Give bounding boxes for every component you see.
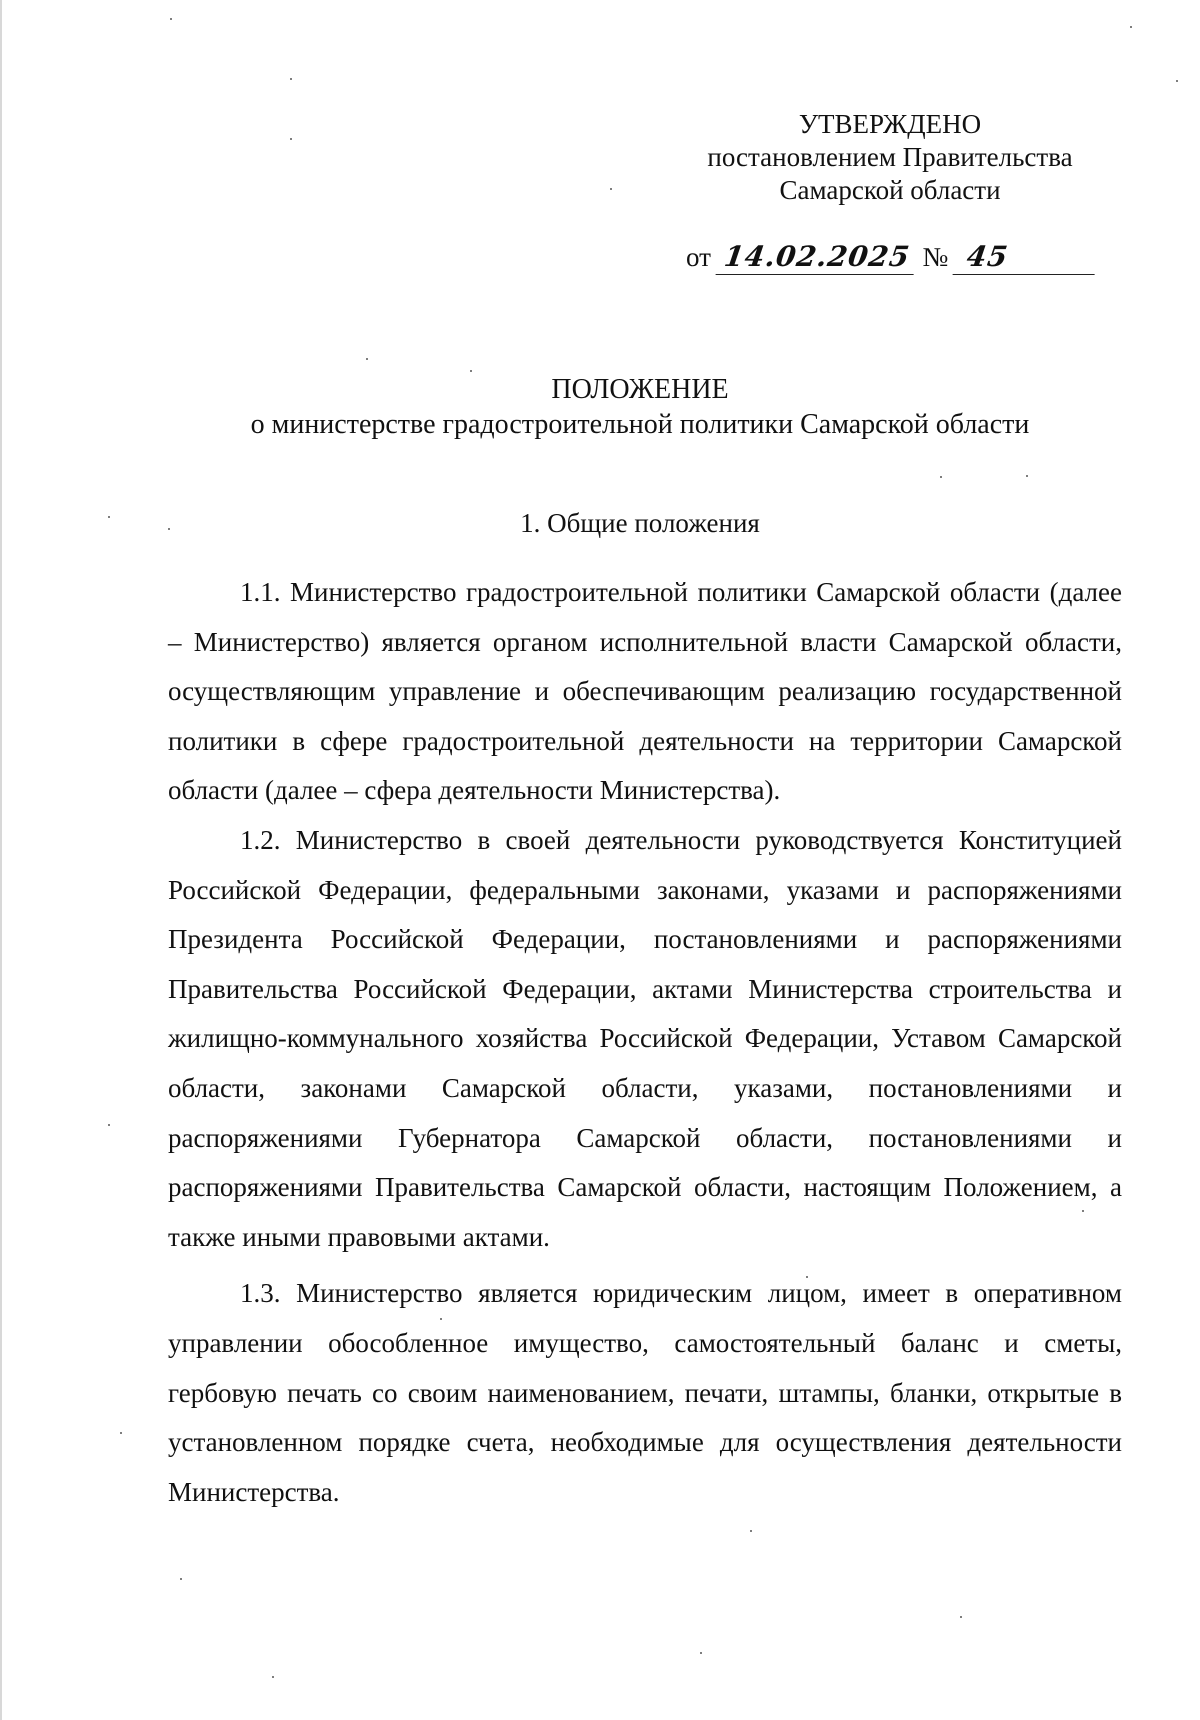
scan-speck xyxy=(1082,1210,1084,1212)
scan-speck xyxy=(1026,475,1028,477)
approval-block xyxy=(660,108,1120,207)
document-title: ПОЛОЖЕНИЕ xyxy=(551,374,729,405)
paragraph-1-2: 1.2. Министерство в своей деятельности руководствуется Конституцией Российской Федерации, федеральными законами, указами и распоряжениями Президента Российской Федерации, постановлениями и распоряжениями Правительства Российской Федерации, актами Министерства строительства и жилищно-коммунального хозяйства Российской Федерации, Уставом Самарской области, законами Самарской области, указами, постановлениями и распоряжениями Губернатора Самарской области, постановлениями и распоряжениями Правительства Самарской области, настоящим Положением, а также иными правовыми актами. xyxy=(168,824,1122,1252)
scan-speck xyxy=(120,1432,122,1434)
paragraph-1-1: 1.1. Министерство градостроительной политики Самарской области (далее – Министерство) является органом исполнительной власти Самарской области, осуществляющим управление и обеспечивающим реализацию государственной политики в сфере градостроительной деятельности на территории Самарской области (далее – сфера деятельности Министерства). xyxy=(168,577,1122,806)
scan-speck xyxy=(168,528,170,530)
scan-speck xyxy=(1130,26,1132,28)
scan-speck xyxy=(170,18,172,20)
scan-speck xyxy=(108,516,110,518)
approval-date-line xyxy=(686,240,1097,275)
approval-line-2: Самарской области xyxy=(779,175,1001,205)
scan-speck xyxy=(180,1578,182,1580)
paragraph-1-3: 1.3. Министерство является юридическим лицом, имеет в оперативном управлении обособленное имущество, самостоятельный баланс и сметы, гербовую печать со своим наименованием, печати, штампы, бланки, открытые в установленном порядке счета, необходимые для осуществления деятельности Министерства. xyxy=(168,1278,1122,1507)
scan-speck xyxy=(470,370,472,372)
scan-speck xyxy=(806,1276,808,1278)
document-subtitle: о министерстве градостроительной политики Самарской области xyxy=(250,409,1030,440)
scan-speck xyxy=(1176,80,1178,82)
number-prefix: № xyxy=(922,242,949,272)
scan-speck xyxy=(290,78,292,80)
scan-speck xyxy=(108,1124,110,1126)
scan-speck xyxy=(700,1652,702,1654)
scan-speck xyxy=(366,358,368,360)
approval-line-1: постановлением Правительства xyxy=(707,142,1073,172)
handwritten-number: 45 xyxy=(953,240,1100,275)
scan-speck xyxy=(940,476,942,478)
section-heading: 1. Общие положения xyxy=(520,508,760,538)
handwritten-date: 14.02.2025 xyxy=(715,240,918,275)
date-prefix: от xyxy=(686,242,711,272)
scan-speck xyxy=(272,1676,274,1678)
scan-speck xyxy=(440,1318,442,1320)
scan-speck xyxy=(960,1616,962,1618)
approval-heading: УТВЕРЖДЕНО xyxy=(798,109,982,139)
scan-speck xyxy=(610,188,612,190)
document-body xyxy=(168,568,1122,1517)
scan-speck xyxy=(750,1530,752,1532)
scan-speck xyxy=(290,138,292,140)
scan-edge xyxy=(0,0,2,1720)
